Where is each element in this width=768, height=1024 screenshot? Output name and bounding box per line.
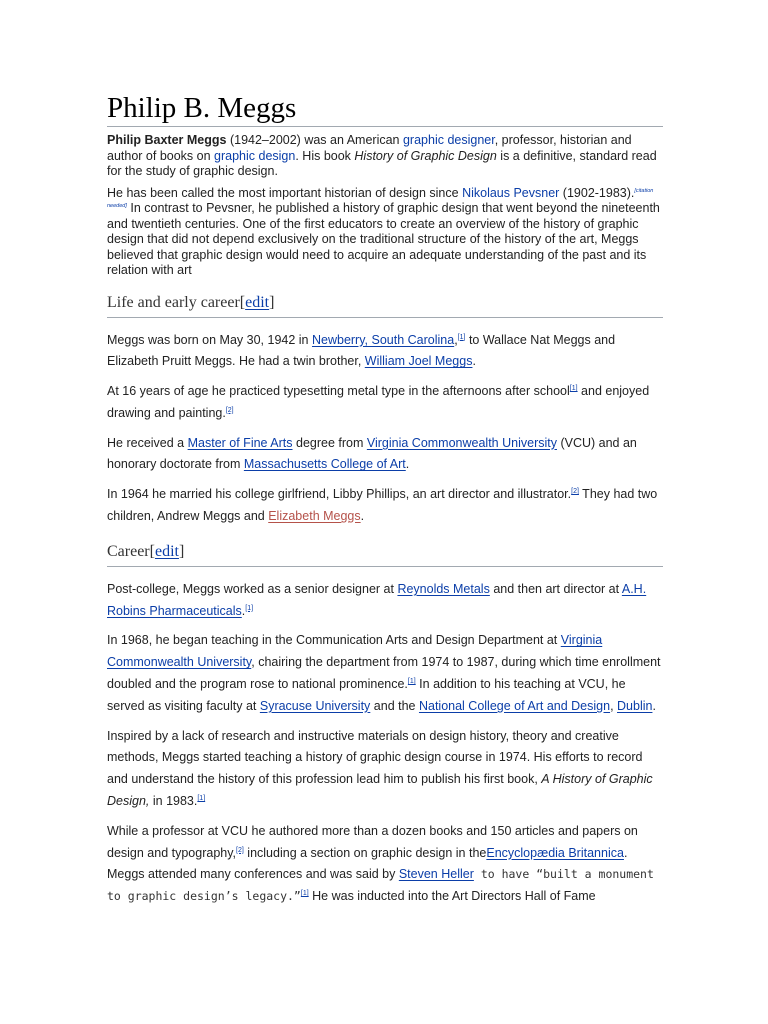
life-paragraph-4: In 1964 he married his college girlfriend, Libby Phillips, an art director and illustrator.[2] They had two children, Andrew Meggs and Elizabeth Meggs.	[107, 487, 658, 524]
article-content	[107, 92, 663, 916]
career-paragraph-3: Inspired by a lack of research and instructive materials on design history, theory and creative methods, Meggs started teaching a history of graphic design course in 1974. His efforts to record and understand the history of this profession lead him to publish his first book, A History of Graphic Design, in 1983.[1]	[107, 728, 653, 809]
heller-quote: to have “built a monument to graphic design’s legacy.”	[107, 867, 654, 904]
reference-link[interactable]: [1]	[300, 890, 309, 898]
link-graphic-design[interactable]: graphic design	[214, 148, 296, 163]
link-elizabeth-meggs[interactable]: Elizabeth Meggs	[268, 509, 361, 524]
link-ah-robins[interactable]: A.H. Robins Pharmaceuticals	[107, 581, 647, 618]
link-graphic-designer[interactable]: graphic designer	[402, 133, 495, 147]
career-paragraph-4: While a professor at VCU he authored more than a dozen books and 150 articles and papers on design and typography,[2] including a section on graphic design in theEncyclopædia Britannica. Meggs attended many conferences and was said by Steven Heller to have “built a monument to graphic design’s legacy.”[1] He was inducted into the Art Directors Hall of Fame	[107, 823, 654, 904]
edit-link-life[interactable]: edit	[245, 293, 270, 311]
reference-link[interactable]: [1]	[197, 795, 206, 803]
link-dublin[interactable]: Dublin	[617, 698, 653, 713]
reference-link[interactable]: [2]	[571, 488, 579, 496]
link-syracuse-university[interactable]: Syracuse University	[259, 698, 371, 713]
citation-needed[interactable]: [citation needed]	[107, 187, 654, 209]
life-paragraph-2: At 16 years of age he practiced typesetting metal type in the afternoons after school[1] and enjoyed drawing and painting.[2]	[107, 384, 650, 420]
section-heading-life: Life and early career[edit]	[107, 293, 663, 318]
link-ncad[interactable]: National College of Art and Design	[418, 698, 611, 713]
reference-link[interactable]: [1]	[245, 604, 254, 612]
page-title: Philip B. Meggs	[107, 92, 663, 127]
life-paragraph-1: Meggs was born on May 30, 1942 in Newberry, South Carolina,[1] to Wallace Nat Meggs and Elizabeth Pruitt Meggs. He had a twin brother, William Joel Meggs.	[107, 332, 616, 369]
subject-name: Philip Baxter Meggs	[107, 133, 227, 147]
reference-link[interactable]: [1]	[407, 678, 416, 686]
link-vcu[interactable]: Virginia Commonwealth University	[366, 435, 557, 450]
link-encyclopaedia-britannica[interactable]: Encyclopædia Britannica	[486, 845, 624, 860]
link-master-of-fine-arts[interactable]: Master of Fine Arts	[187, 435, 293, 450]
intro-paragraph-2: He has been called the most important historian of design since Nikolaus Pevsner (1902-1983).[citation needed] In contrast to Pevsner, he published a history of graphic design that went beyond the nineteenth and twentieth centuries. One of the first educators to create an overview of the history of graphic design that did not depend exclusively on the traditional structure of the history of the art, Meggs believed that graphic design would need to acquire an adequate understanding of the past and its relation with art	[107, 185, 660, 277]
reference-link[interactable]: [2]	[225, 406, 234, 414]
link-massachusetts-college-of-art[interactable]: Massachusetts College of Art	[243, 457, 406, 472]
reference-link[interactable]: [2]	[236, 846, 244, 854]
career-paragraph-1: Post-college, Meggs worked as a senior designer at Reynolds Metals and then art director at A.H. Robins Pharmaceuticals.[1]	[107, 581, 647, 618]
link-steven-heller[interactable]: Steven Heller	[398, 867, 474, 882]
book-title: History of Graphic Design	[354, 148, 497, 163]
reference-link[interactable]: [1]	[457, 333, 466, 341]
link-nikolaus-pevsner[interactable]: Nikolaus Pevsner	[462, 185, 560, 200]
book-title-2: A History of Graphic Design,	[107, 772, 653, 809]
career-paragraph-2: In 1968, he began teaching in the Communication Arts and Design Department at Virginia Commonwealth University, chairing the department from 1974 to 1987, during which time enrollment doubled and the program rose to national prominence.[1] In addition to his teaching at VCU, he served as visiting faculty at Syracuse University and the National College of Art and Design, Dublin.	[107, 633, 661, 713]
intro-paragraph: Philip Baxter Meggs (1942–2002) was an American graphic designer, professor, historian and author of books on graphic design. His book History of Graphic Design is a definitive, standard read for the study of graphic design.	[107, 133, 657, 178]
link-william-joel-meggs[interactable]: William Joel Meggs	[364, 354, 473, 369]
section-heading-career: Career[edit]	[107, 542, 663, 567]
reference-link[interactable]: [1]	[569, 385, 578, 393]
life-paragraph-3: He received a Master of Fine Arts degree from Virginia Commonwealth University (VCU) and an honorary doctorate from Massachusetts College of Art.	[107, 435, 637, 472]
link-reynolds-metals[interactable]: Reynolds Metals	[397, 581, 490, 596]
link-newberry[interactable]: Newberry, South Carolina	[311, 332, 455, 347]
link-vcu-2[interactable]: Virginia Commonwealth University	[107, 633, 603, 670]
edit-link-career[interactable]: edit	[154, 542, 179, 560]
